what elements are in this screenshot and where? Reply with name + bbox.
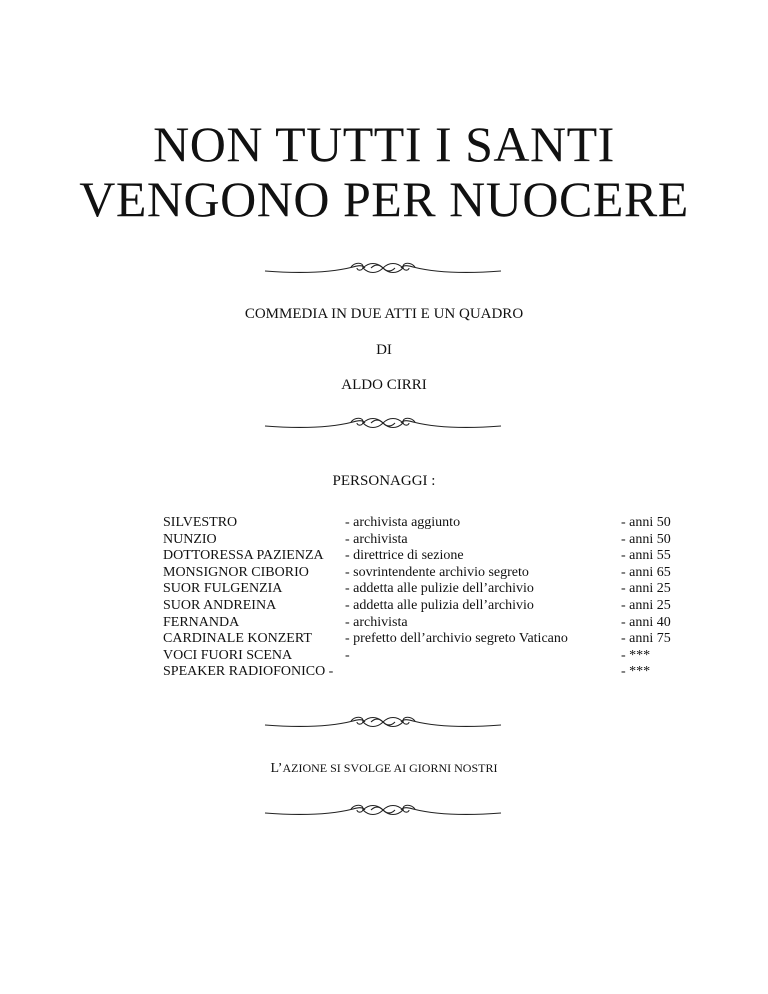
cast-row	[163, 615, 683, 632]
cast-age: - anni 50	[621, 531, 671, 547]
cast-row	[163, 664, 683, 681]
cast-list	[163, 515, 683, 681]
scroll-flourish-icon	[263, 258, 503, 280]
scroll-flourish-icon	[263, 413, 503, 435]
cast-row	[163, 598, 683, 615]
cast-role: - direttrice di sezione	[345, 548, 464, 564]
cast-name: VOCI FUORI SCENA	[163, 647, 293, 663]
cast-row	[163, 548, 683, 565]
cast-name: SILVESTRO	[163, 515, 238, 530]
cast-name: FERNANDA	[163, 614, 240, 630]
cast-row	[163, 581, 683, 598]
cast-age: - ***	[621, 647, 651, 663]
title-line-1: NON TUTTI I SANTI	[153, 116, 615, 172]
cast-name: NUNZIO	[163, 531, 217, 547]
cast-heading: PERSONAGGI :	[332, 473, 436, 489]
cast-role: - archivista aggiunto	[345, 515, 461, 530]
cast-name: MONSIGNOR CIBORIO	[163, 564, 309, 580]
cast-role: - addetta alle pulizia dell’archivio	[345, 597, 534, 613]
cast-age: - anni 65	[621, 564, 671, 580]
cast-row	[163, 631, 683, 648]
setting-initial: L’	[270, 761, 283, 776]
author: ALDO CIRRI	[341, 377, 427, 393]
cast-age: - anni 25	[621, 597, 671, 613]
cast-age: - ***	[621, 664, 651, 680]
cast-role: - addetta alle pulizie dell’archivio	[345, 581, 534, 597]
setting-line	[0, 760, 768, 777]
cast-row	[163, 515, 683, 532]
cast-row	[163, 565, 683, 582]
cast-row	[163, 532, 683, 549]
cast-age: - anni 55	[621, 548, 671, 564]
cast-age: - anni 50	[621, 515, 671, 530]
scroll-flourish-icon	[263, 800, 503, 822]
cast-name: CARDINALE KONZERT	[163, 631, 312, 647]
scroll-flourish-icon	[263, 712, 503, 734]
cast-role: - sovrintendente archivio segreto	[345, 564, 529, 580]
cast-row	[163, 648, 683, 665]
cast-age: - anni 75	[621, 631, 671, 647]
cast-role: - archivista	[345, 614, 408, 630]
cast-age: - anni 25	[621, 581, 671, 597]
cast-name: SUOR ANDREINA	[163, 597, 277, 613]
cast-role: - prefetto dell’archivio segreto Vaticano	[345, 631, 568, 647]
cast-role: - archivista	[345, 531, 408, 547]
by-line: DI	[376, 342, 392, 358]
cast-name: SUOR FULGENZIA	[163, 581, 283, 597]
setting-text: AZIONE SI SVOLGE AI GIORNI NOSTRI	[282, 761, 498, 775]
cast-name: DOTTORESSA PAZIENZA	[163, 548, 324, 564]
subtitle: COMMEDIA IN DUE ATTI E UN QUADRO	[244, 306, 524, 322]
cast-name: SPEAKER RADIOFONICO -	[163, 664, 334, 680]
cast-role: -	[345, 647, 350, 663]
cast-age: - anni 40	[621, 614, 671, 630]
title-line-2: VENGONO PER NUOCERE	[79, 171, 689, 227]
